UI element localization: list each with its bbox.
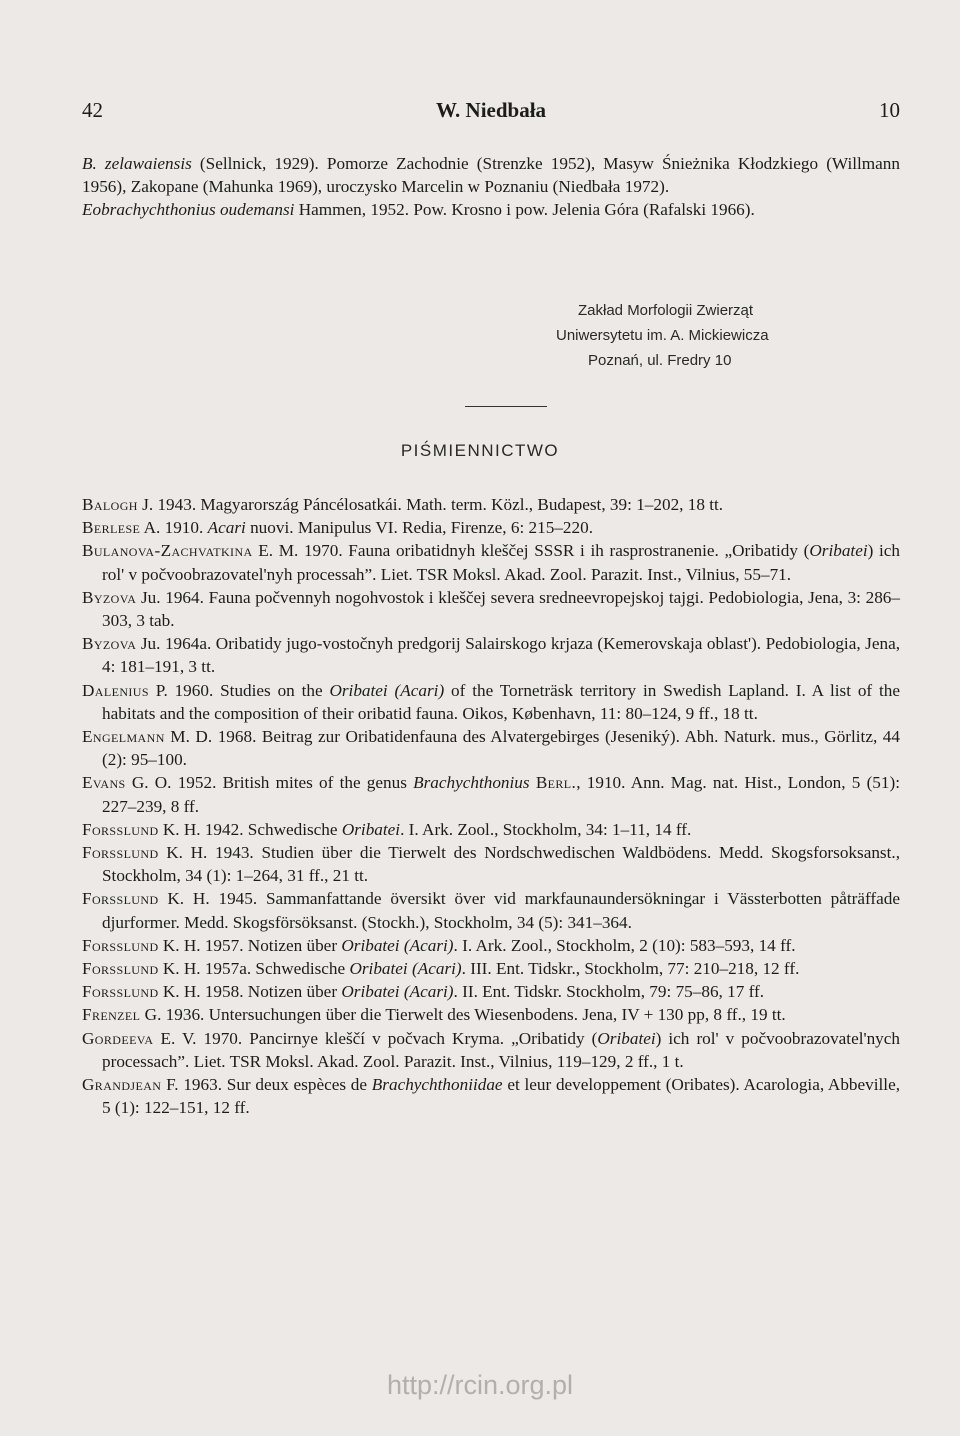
author-name: Forsslund <box>82 982 159 1002</box>
italic-text: B. zelawaiensis <box>82 154 192 173</box>
text-run: , 1929). Pomorze Zachodnie ( <box>262 154 483 173</box>
author-name: Strenzke <box>482 154 543 173</box>
text-run: of the Torneträsk territory in Swedish Lapland. I. A list of the habitats and the composition of their oribatid fauna. Oikos, København, 11: 80–124, 9 ff., 18 tt. <box>102 680 900 723</box>
author-name: Forsslund <box>82 843 159 863</box>
page-number-left: 42 <box>82 98 103 122</box>
text-run: et leur developpement (Oribates). Acarologia, Abbeville, 5 (1): 122–151, 12 ff. <box>102 1075 900 1118</box>
text-run: . II. Ent. Tidskr. Stockholm, 79: 75–86, 17 ff. <box>453 982 765 1002</box>
reference-entry <box>82 493 900 516</box>
author-name: Mahunka <box>208 177 274 197</box>
text-run: F. 1963. Sur deux espèces de <box>161 1075 372 1095</box>
text-run: , 1952. Pow. Krosno i pow. Jelenia Góra ( <box>361 200 649 220</box>
italic-text: Oribatei (Acari) <box>349 959 462 979</box>
italic-text: Oribatei <box>341 819 401 839</box>
author-name: Willmann <box>831 154 900 173</box>
text-run: 1952), Masyw Śnieżnika Kłodzkiego ( <box>542 154 832 173</box>
author-name: Niedbała <box>558 177 621 197</box>
reference-entry <box>82 841 900 887</box>
text-run: E. M. 1970. Fauna oribatidnyh kleščej SSSR i ih rasprostranenie. „Oribatidy ( <box>252 541 810 561</box>
text-run: K. H. 1942. Schwedische <box>158 819 342 839</box>
italic-text: Eobrachychthonius oudemansi <box>82 200 295 220</box>
text-run: . III. Ent. Tidskr., Stockholm, 77: 210–218, 12 ff. <box>461 959 800 979</box>
italic-text: Oribatei <box>597 1028 656 1048</box>
italic-text: Brachychthoniidae <box>371 1075 503 1095</box>
text-run: K. H. 1957a. Schwedische <box>158 959 350 979</box>
section-title: PIŚMIENNICTWO <box>400 441 560 460</box>
running-header <box>82 98 900 128</box>
text-run: , 1910. Ann. Mag. nat. Hist., London, 5 (51): 227–239, 8 ff. <box>102 773 900 816</box>
italic-text: Acari <box>207 518 246 538</box>
italic-text: Oribatei (Acari) <box>341 935 454 955</box>
text-run: G. O. 1952. British mites of the genus <box>125 773 414 793</box>
reference-entry <box>82 1003 900 1026</box>
page-number-right: 10 <box>879 98 900 122</box>
text-run: . I. Ark. Zool., Stockholm, 34: 1–11, 14 ff. <box>400 819 692 839</box>
text-run: P. 1960. Studies on the <box>148 680 330 700</box>
author-name: Forsslund <box>82 959 159 979</box>
text-run: Ju. 1964a. Oribatidy jugo-vostočnyh predgorij Salairskogo krjaza (Kemerovskaja oblast'). Pedobiologia, Jena, 4: 181–191, 3 tt. <box>102 634 900 677</box>
reference-entry <box>82 725 900 771</box>
text-run: ) ich rol' v počvoobrazovatel'nyh processah”. Liet. TSR Moksl. Akad. Zool. Parazit. Inst., Vilnius, 55–71. <box>102 541 900 584</box>
text-run: 1972). <box>620 177 670 197</box>
reference-entry <box>82 516 900 539</box>
text-run: M. D. 1968. Beitrag zur Oribatidenfauna des Alvatergebirges (Jeseniký). Abh. Naturk. mus., Görlitz, 44 (2): 95–100. <box>102 727 900 770</box>
author-name: Bulanova-Zachvatkina <box>82 541 253 561</box>
affiliation-line: Poznań, ul. Fredry 10 <box>588 352 732 369</box>
reference-entry <box>82 771 900 817</box>
intro-paragraph <box>82 198 900 221</box>
author-name: Sellnick <box>205 154 262 173</box>
section-divider <box>465 406 547 407</box>
author-name: Byzova <box>82 634 137 654</box>
author-name: Forsslund <box>82 935 159 955</box>
reference-entry <box>82 679 900 725</box>
author-name: Berlese <box>82 518 141 538</box>
text-run: Ju. 1964. Fauna počvennyh nogohvostok i kleščej severa sredneevropejskoj tajgi. Pedobiologia, Jena, 3: 286–303, 3 tab. <box>102 587 900 631</box>
author-name: Balogh <box>82 495 138 514</box>
text-run: 1966). <box>706 200 755 220</box>
author-name: Berl. <box>535 773 577 793</box>
author-affiliation <box>556 298 769 373</box>
author-name: Byzova <box>82 587 137 607</box>
italic-text: Oribatei (Acari) <box>329 680 445 700</box>
reference-entry <box>82 934 900 957</box>
text-run: A. 1910. <box>140 518 208 538</box>
text-run: K. H. 1958. Notizen über <box>158 982 342 1002</box>
text-run: K. H. 1957. Notizen über <box>158 935 342 955</box>
text-run: ( <box>191 154 206 173</box>
author-name: Engelmann <box>82 727 165 747</box>
author-name: Frenzel <box>82 1005 141 1025</box>
affiliation-line: Uniwersytetu im. A. Mickiewicza <box>556 327 769 344</box>
author-name: Grandjean <box>82 1075 162 1095</box>
reference-entry <box>82 586 900 632</box>
author-name: Rafalski <box>648 200 707 220</box>
text-run: K. H. 1945. Sammanfattande översikt över vid markfaunaundersökningar i Vässterbotten påträffade djurformer. Medd. Skogsförsöksanst. (Stockh.), Stockholm, 34 (5): 341–364. <box>102 889 900 932</box>
text-run: K. H. 1943. Studien über die Tierwelt des Nordschwedischen Waldbödens. Medd. Skogsforsoksanst., Stockholm, 34 (1): 1–264, 31 ff., 21 tt. <box>102 843 900 886</box>
text-run: nuovi. Manipulus VI. Redia, Firenze, 6: 215–220. <box>245 518 593 538</box>
reference-entry <box>82 887 900 933</box>
italic-text: Brachychthonius <box>413 773 530 793</box>
text-run: 1956), Zakopane ( <box>82 177 209 197</box>
author-name: Gordeeva <box>82 1028 154 1048</box>
reference-entry <box>82 632 900 678</box>
reference-list <box>82 493 900 1119</box>
italic-text: Oribatei (Acari) <box>341 982 454 1002</box>
affiliation-line: Zakład Morfologii Zwierząt <box>578 302 754 319</box>
running-author: W. Niedbała <box>435 98 547 122</box>
author-name: Forsslund <box>82 819 159 839</box>
reference-entry <box>82 957 900 980</box>
watermark-url: http://rcin.org.pl <box>386 1370 574 1400</box>
reference-entry <box>82 818 900 841</box>
author-name: Evans <box>82 773 126 793</box>
text-run: J. 1943. Magyarország Páncélosatkái. Math. term. Közl., Budapest, 39: 1–202, 18 tt. <box>137 495 724 514</box>
author-name: Forsslund <box>82 889 159 909</box>
italic-text: Oribatei <box>809 541 868 561</box>
text-run: ) ich rol' v počvoobrazovatel'nych processach”. Liet. TSR Moksl. Akad. Zool. Parazit. Inst., Vilnius, 119–129, 2 ff., 1 t. <box>102 1028 900 1071</box>
author-name: Hammen <box>298 200 362 220</box>
text-run: E. V. 1970. Pancirnye kleščí v počvach Kryma. „Oribatidy ( <box>153 1028 598 1048</box>
text-run: . I. Ark. Zool., Stockholm, 2 (10): 583–593, 14 ff. <box>453 935 796 955</box>
author-name: Dalenius <box>82 680 149 700</box>
reference-entry <box>82 1073 900 1119</box>
intro-paragraph <box>82 152 900 198</box>
reference-entry <box>82 980 900 1003</box>
text-run: G. 1936. Untersuchungen über die Tierwelt des Wiesenbodens. Jena, IV + 130 pp, 8 ff., 19 tt. <box>140 1005 786 1025</box>
reference-entry <box>82 1027 900 1073</box>
text-run: 1969), uroczysko Marcelin w Poznaniu ( <box>273 177 559 197</box>
intro-paragraphs <box>82 152 900 222</box>
reference-entry <box>82 539 900 585</box>
